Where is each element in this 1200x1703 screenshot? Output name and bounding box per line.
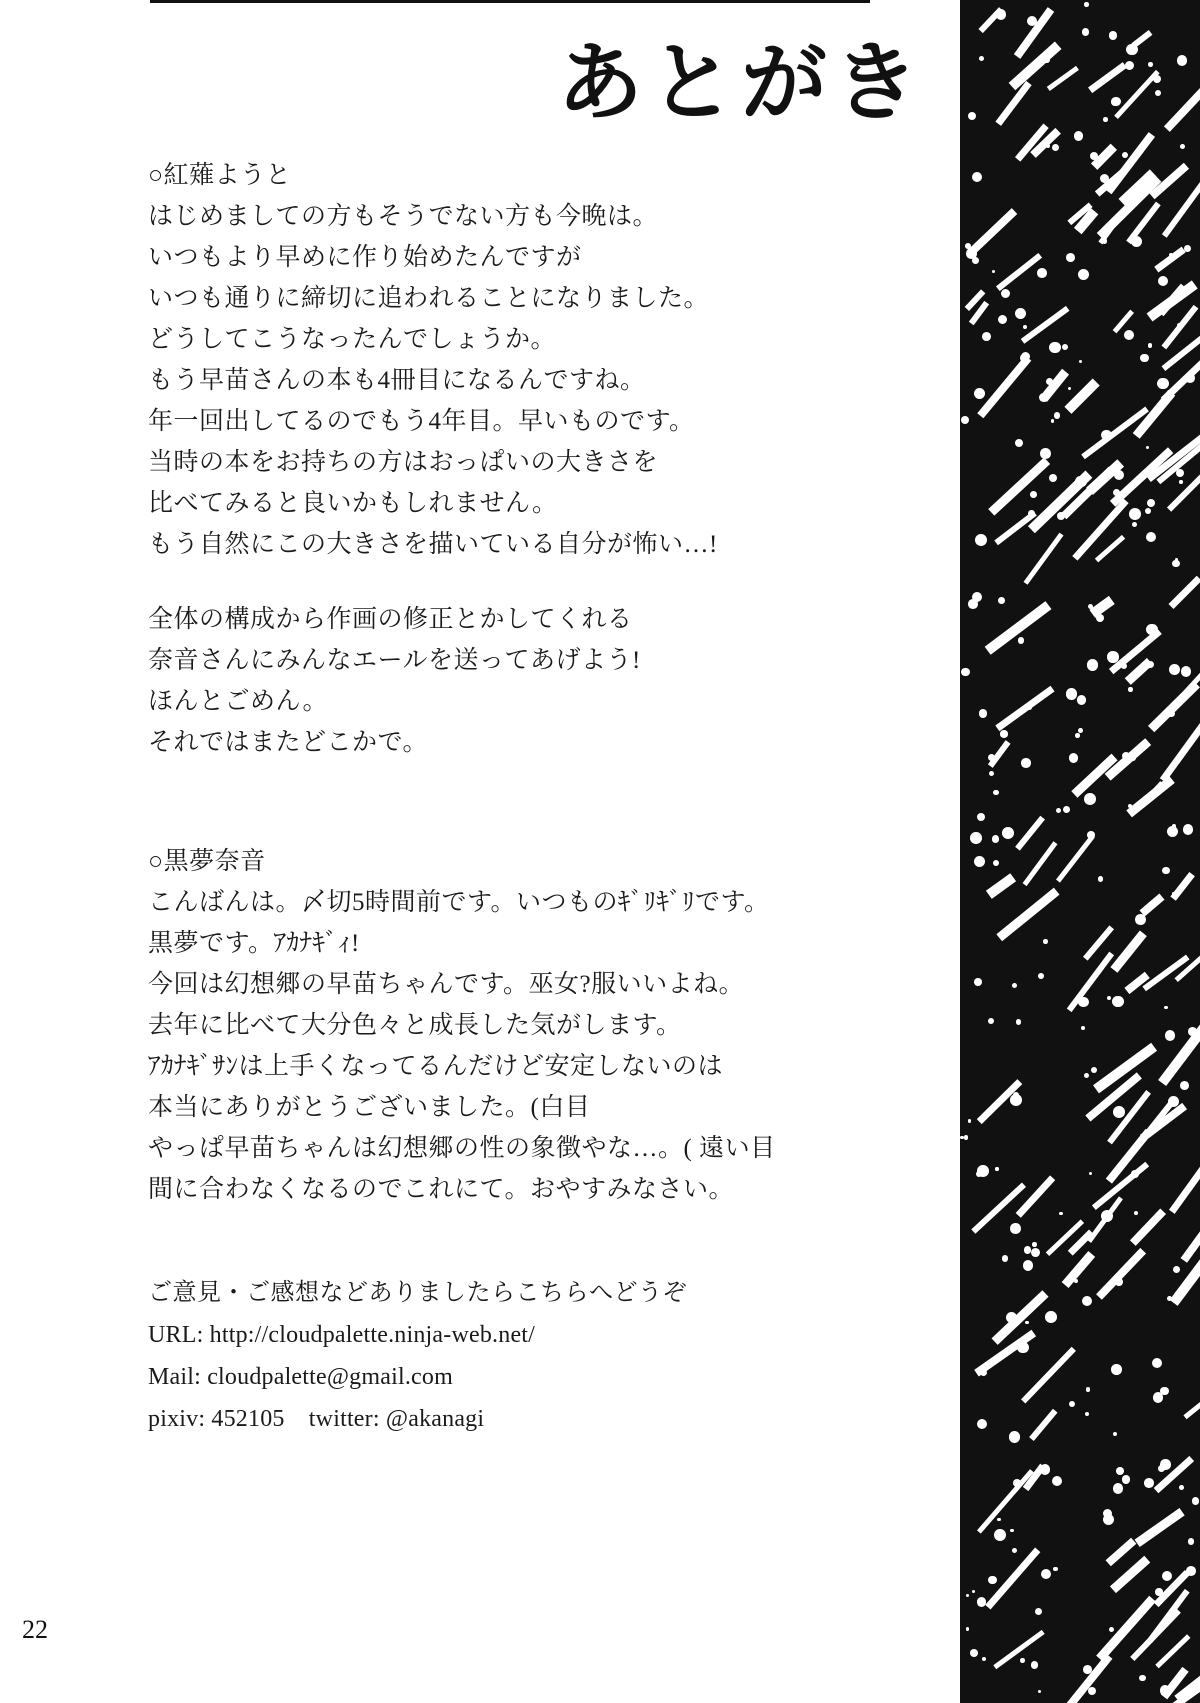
confetti-dot [1078, 997, 1088, 1007]
confetti-dot [1168, 1096, 1179, 1107]
confetti-dot [1188, 1027, 1197, 1036]
confetti-dot [1101, 430, 1111, 440]
confetti-dot [1052, 144, 1059, 151]
confetti-streak [1061, 1251, 1095, 1288]
confetti-dot [1069, 753, 1079, 763]
confetti-dot [1012, 983, 1017, 988]
confetti-dot [974, 856, 986, 868]
confetti-dot [1179, 480, 1182, 483]
confetti-dot [1180, 1081, 1189, 1090]
confetti-dot [1113, 1483, 1123, 1493]
confetti-streak [995, 685, 1054, 730]
confetti-dot [982, 1657, 986, 1661]
confetti-dot [1130, 755, 1137, 762]
confetti-dot [994, 1529, 1006, 1541]
author-two-line: こんばんは。〆切5時間前です。いつものｷﾞﾘｷﾞﾘです。 [148, 889, 770, 916]
confetti-dot [1000, 730, 1007, 737]
confetti-dot [1107, 651, 1118, 662]
author-one-line: いつもより早めに作り始めたんですが [148, 244, 582, 271]
confetti-dot [1155, 1588, 1162, 1595]
confetti-dot [1162, 1571, 1172, 1581]
confetti-dot [1091, 1067, 1097, 1073]
confetti-dot [988, 1018, 994, 1024]
confetti-dot [1083, 1665, 1092, 1674]
confetti-streak [1183, 1363, 1200, 1419]
section-spacer [148, 1210, 868, 1272]
confetti-dot [1146, 661, 1153, 668]
author-one-line: どうしてこうなったんでしょうか。 [148, 326, 557, 353]
confetti-dot [993, 860, 999, 866]
author-one-line: いつも通りに締切に追われることになりました。 [148, 285, 710, 312]
confetti-dot [1066, 688, 1077, 699]
afterword-content [148, 155, 868, 1440]
confetti-dot [1174, 1291, 1183, 1300]
confetti-dot [1153, 75, 1162, 84]
confetti-streak [986, 874, 1016, 900]
confetti-dot [1189, 443, 1194, 448]
confetti-dot [1053, 1567, 1058, 1572]
confetti-dot [1087, 659, 1098, 670]
confetti-dot [1153, 1392, 1163, 1402]
top-rule [150, 0, 870, 3]
confetti-dot [1152, 1358, 1162, 1368]
confetti-dot [1009, 1431, 1021, 1443]
author-two-line: 今回は幻想郷の早苗ちゃんです。巫女?服いいよね。 [148, 971, 745, 998]
confetti-dot [1088, 604, 1093, 609]
confetti-dot [1016, 1019, 1022, 1025]
confetti-dot [1145, 508, 1151, 514]
confetti-dot [974, 388, 985, 399]
confetti-streak [1157, 284, 1186, 316]
confetti-dot [1001, 289, 1010, 298]
page-title: あとがき [557, 32, 925, 133]
confetti-dot [1132, 522, 1137, 527]
confetti-streak [1110, 930, 1147, 972]
confetti-streak [1063, 1654, 1111, 1703]
confetti-dot [1035, 1608, 1042, 1615]
confetti-dot [1024, 1246, 1032, 1254]
confetti-streak [1056, 835, 1095, 883]
confetti-dot [1173, 1266, 1180, 1273]
confetti-dot [968, 112, 976, 120]
confetti-dot [961, 668, 969, 676]
confetti-dot [966, 1627, 970, 1631]
confetti-streak [1154, 247, 1186, 273]
confetti-dot [992, 835, 999, 842]
confetti-dot [1134, 1211, 1138, 1215]
confetti-dot [1160, 1685, 1171, 1696]
confetti-dot [960, 1136, 964, 1140]
confetti-dot [1089, 1172, 1093, 1176]
contact-url[interactable]: URL: http://cloudpalette.ninja-web.net/ [148, 1322, 536, 1348]
confetti-dot [1103, 117, 1108, 122]
confetti-dot [961, 416, 969, 424]
confetti-streak [1095, 535, 1126, 563]
confetti-dot [1054, 412, 1061, 419]
confetti-dot [1056, 808, 1061, 813]
confetti-dot [1139, 1675, 1145, 1681]
confetti-dot [1030, 491, 1037, 498]
confetti-dot [1046, 144, 1050, 148]
confetti-dot [1075, 476, 1087, 488]
confetti-dot [1082, 28, 1089, 35]
confetti-dot [1038, 973, 1044, 979]
confetti-dot [1114, 470, 1124, 480]
confetti-dot [1074, 131, 1084, 141]
confetti-dot [966, 1594, 969, 1597]
author-two-name: ○黒夢奈音 [148, 848, 266, 875]
confetti-dot [1038, 1690, 1041, 1693]
confetti-dot [1126, 44, 1138, 56]
confetti-dot [1128, 687, 1132, 691]
confetti-dot [1103, 1514, 1114, 1525]
confetti-streak [977, 1469, 1034, 1533]
decorative-side-band [960, 0, 1200, 1703]
contact-mail[interactable]: Mail: cloudpalette@gmail.com [148, 1364, 453, 1390]
confetti-streak [984, 602, 1051, 655]
confetti-dot [972, 1590, 975, 1593]
confetti-dot [1027, 705, 1032, 710]
confetti-streak [1134, 1508, 1184, 1547]
confetti-dot [993, 790, 998, 795]
confetti-dot [1111, 97, 1121, 107]
confetti-dot [1165, 1030, 1176, 1041]
confetti-dot [1113, 1106, 1125, 1118]
confetti-streak [1096, 1248, 1146, 1299]
confetti-dot [1169, 664, 1180, 675]
confetti-streak [1096, 1596, 1156, 1662]
confetti-dot [1010, 1529, 1013, 1532]
page-number: 22 [22, 1615, 48, 1644]
confetti-streak [1139, 894, 1164, 917]
confetti-dot [1032, 1242, 1037, 1247]
author-two-block [148, 841, 868, 1210]
confetti-dot [1124, 330, 1134, 340]
confetti-streak [1126, 775, 1175, 817]
confetti-dot [1052, 1476, 1062, 1486]
confetti-streak [1064, 378, 1100, 414]
confetti-dot [1181, 666, 1192, 677]
confetti-dot [1021, 758, 1030, 767]
confetti-dot [1180, 144, 1185, 149]
confetti-dot [970, 1649, 978, 1657]
confetti-dot [1147, 499, 1155, 507]
confetti-streak [977, 356, 1031, 419]
confetti-dot [992, 270, 996, 274]
confetti-dot [1020, 1658, 1025, 1663]
confetti-dot [979, 56, 985, 62]
confetti-dot [1040, 448, 1051, 459]
confetti-streak [1155, 1635, 1190, 1669]
confetti-dot [1185, 373, 1195, 383]
confetti-dot [1066, 253, 1075, 262]
confetti-dot [1148, 62, 1153, 67]
author-one-line: 比べてみると良いかもしれません。 [148, 490, 558, 517]
confetti-dot [988, 754, 995, 761]
confetti-dot [1131, 236, 1142, 247]
confetti-dot [1079, 360, 1082, 363]
confetti-dot [1101, 1210, 1113, 1222]
confetti-streak [988, 457, 1050, 515]
author-one-line-b: ほんとごめん。 [148, 688, 329, 715]
confetti-dot [980, 1369, 987, 1376]
confetti-dot [1090, 152, 1098, 160]
confetti-dot [974, 978, 982, 986]
confetti-dot [1177, 323, 1182, 328]
confetti-streak [1171, 872, 1195, 900]
confetti-dot [1172, 892, 1175, 895]
confetti-dot [1135, 914, 1146, 925]
confetti-dot [1082, 1296, 1092, 1306]
confetti-dot [996, 9, 1007, 20]
confetti-streak [1016, 816, 1046, 851]
confetti-streak [1162, 179, 1200, 239]
confetti-dot [1186, 1566, 1196, 1576]
confetti-dot [1122, 752, 1130, 760]
confetti-dot [1109, 1627, 1114, 1632]
confetti-dot [1131, 1170, 1139, 1178]
paragraph-spacer [148, 565, 868, 599]
confetti-dot [970, 832, 982, 844]
confetti-dot [1037, 268, 1047, 278]
confetti-dot [1002, 1255, 1008, 1261]
confetti-dot [1028, 510, 1035, 517]
author-two-line: 間に合わなくなるのでこれにて。おやすみなさい。 [148, 1176, 735, 1203]
confetti-dot [1111, 1364, 1122, 1375]
confetti-dot [1158, 276, 1168, 286]
confetti-dot [966, 248, 977, 259]
confetti-streak [1047, 66, 1079, 91]
author-two-line: ｱｶﾅｷﾞｻﾝは上手くなってるんだけど安定しないのは [148, 1053, 724, 1080]
author-one-line: もう自然にこの大きさを描いている自分が怖い…! [148, 531, 718, 558]
confetti-dot [1039, 393, 1048, 402]
confetti-dot [1084, 2, 1089, 7]
confetti-dot [1031, 1661, 1039, 1669]
confetti-dot [998, 315, 1007, 324]
confetti-dot [1115, 1278, 1122, 1285]
confetti-dot [976, 1171, 982, 1177]
contact-heading: ご意見・ご感想などありましたらこちらへどうぞ [148, 1280, 687, 1306]
confetti-dot [1043, 939, 1048, 944]
confetti-streak [1021, 1346, 1076, 1403]
confetti-dot [995, 1167, 998, 1170]
confetti-dot [1177, 55, 1187, 65]
confetti-dot [977, 813, 985, 821]
confetti-dot [1069, 1401, 1076, 1408]
confetti-dot [1046, 378, 1053, 385]
confetti-dot [1109, 31, 1118, 40]
confetti-streak [1169, 1167, 1200, 1214]
confetti-dot [1116, 1467, 1124, 1475]
confetti-dot [1013, 1479, 1021, 1487]
confetti-dot [1009, 1320, 1014, 1325]
confetti-streak [1168, 576, 1200, 609]
confetti-dot [1098, 876, 1104, 882]
confetti-dot [975, 534, 987, 546]
confetti-dot [1179, 1485, 1184, 1490]
confetti-dot [1146, 532, 1156, 542]
author-one-line-b: 全体の構成から作画の修正とかしてくれる [148, 606, 633, 633]
confetti-dot [982, 332, 991, 341]
confetti-streak [1023, 841, 1058, 886]
confetti-dot [1031, 1248, 1040, 1257]
confetti-dot [1146, 446, 1149, 449]
confetti-dot [1023, 1260, 1033, 1270]
confetti-dot [1125, 61, 1134, 70]
confetti-streak [1105, 1538, 1136, 1566]
confetti-streak [1163, 72, 1200, 132]
confetti-dot [1122, 152, 1128, 158]
confetti-streak [1023, 532, 1063, 585]
confetti-dot [1049, 342, 1061, 354]
confetti-dot [1085, 1412, 1089, 1416]
confetti-dot [1013, 1092, 1019, 1098]
confetti-dot [1162, 867, 1170, 875]
confetti-dot [1021, 266, 1025, 270]
author-two-line: 去年に比べて大分色々と成長した気がします。 [148, 1012, 682, 1039]
confetti-dot [998, 597, 1005, 604]
confetti-streak [1021, 306, 1069, 343]
confetti-dot [1015, 308, 1026, 319]
confetti-dot [1081, 1026, 1085, 1030]
confetti-dot [1075, 733, 1080, 738]
confetti-streak [1029, 1409, 1057, 1441]
confetti-dot [1074, 1279, 1078, 1283]
confetti-streak [1180, 1219, 1200, 1263]
confetti-streak [1088, 62, 1127, 93]
confetti-dot [1122, 1475, 1130, 1483]
confetti-dot [1107, 996, 1111, 1000]
confetti-dot [968, 1119, 972, 1123]
confetti-dot [1088, 1687, 1096, 1695]
author-one-line-b: 奈音さんにみんなエールを送ってあげよう! [148, 647, 641, 674]
confetti-streak [997, 888, 1060, 942]
confetti-dot [1059, 1212, 1063, 1216]
confetti-dot [1096, 614, 1104, 622]
confetti-dot [1164, 1006, 1168, 1010]
confetti-dot [977, 1597, 987, 1607]
author-two-line: 本当にありがとうございました。(白目 [148, 1094, 591, 1121]
confetti-dot [1112, 996, 1124, 1008]
confetti-dot [1051, 419, 1054, 422]
confetti-dot [1084, 1073, 1089, 1078]
confetti-dot [1002, 827, 1014, 839]
confetti-dot [1057, 512, 1065, 520]
author-one-block [148, 155, 868, 763]
confetti-dot [1086, 1387, 1090, 1391]
author-one-line: はじめましての方もそうでない方も今晩は。 [148, 203, 659, 230]
confetti-dot [1010, 1223, 1021, 1234]
contact-block [148, 1272, 868, 1440]
confetti-dot [977, 1419, 988, 1430]
confetti-dot [1025, 1321, 1029, 1325]
confetti-dot [1113, 1432, 1117, 1436]
confetti-dot [988, 1576, 996, 1584]
confetti-dot [1176, 469, 1184, 477]
confetti-dot [1045, 1311, 1057, 1323]
confetti-dot [972, 592, 982, 602]
author-one-line: 当時の本をお持ちの方はおっぱいの大きさを [148, 449, 659, 476]
confetti-dot [1167, 710, 1175, 718]
author-one-line: もう早苗さんの本も4冊目になるんですね。 [148, 367, 646, 394]
confetti-dot [972, 172, 982, 182]
confetti-dot [1068, 387, 1072, 391]
confetti-dot [964, 1135, 969, 1140]
confetti-dot [1167, 1296, 1172, 1301]
confetti-dot [1129, 508, 1141, 520]
confetti-streak [1067, 952, 1114, 1012]
confetti-dot [1167, 826, 1179, 838]
author-one-line-b: それではまたどこかで。 [148, 729, 429, 756]
confetti-dot [989, 771, 994, 776]
confetti-dot [1102, 238, 1107, 243]
section-spacer [148, 763, 868, 841]
confetti-streak [1159, 716, 1200, 782]
contact-social[interactable]: pixiv: 452105 twitter: @akanagi [148, 1406, 485, 1432]
confetti-dot [997, 1518, 1001, 1522]
confetti-dot [1183, 824, 1194, 835]
confetti-dot [1040, 1464, 1051, 1475]
confetti-dot [1015, 439, 1023, 447]
author-one-line: 年一回出してるのでもう4年目。早いものです。 [148, 408, 695, 435]
confetti-dot [1018, 637, 1024, 643]
confetti-dot [1049, 474, 1057, 482]
confetti-dot [1184, 245, 1191, 252]
confetti-dot [1148, 343, 1152, 347]
confetti-dot [1023, 325, 1027, 329]
author-one-name: ○紅薙ようと [148, 162, 292, 189]
author-two-line: 黒夢です。ｱｶﾅｷﾞｨ! [148, 930, 360, 957]
confetti-dot [1084, 793, 1096, 805]
confetti-dot [1012, 1548, 1017, 1553]
confetti-dot [1144, 1478, 1154, 1488]
author-two-line: やっぱ早苗ちゃんは幻想郷の性の象徴やな…。( 遠い目 [148, 1135, 776, 1162]
confetti-dot [1140, 354, 1148, 362]
confetti-dot [1157, 378, 1169, 390]
confetti-dot [1160, 1459, 1170, 1469]
confetti-dot [1043, 57, 1050, 64]
confetti-dot [1155, 90, 1161, 96]
confetti-dot [1078, 269, 1089, 280]
confetti-dot [979, 709, 988, 718]
confetti-dot [1078, 728, 1083, 733]
confetti-dot [1188, 1538, 1194, 1544]
confetti-dot [1041, 1569, 1051, 1579]
confetti-dot [1017, 1342, 1029, 1354]
confetti-streak [996, 253, 1042, 291]
confetti-dot [1063, 806, 1070, 813]
confetti-dot [1121, 663, 1127, 669]
confetti-dot [1077, 695, 1086, 704]
confetti-dot [1062, 344, 1068, 350]
confetti-dot [1192, 1497, 1200, 1505]
confetti-streak [1073, 498, 1130, 560]
